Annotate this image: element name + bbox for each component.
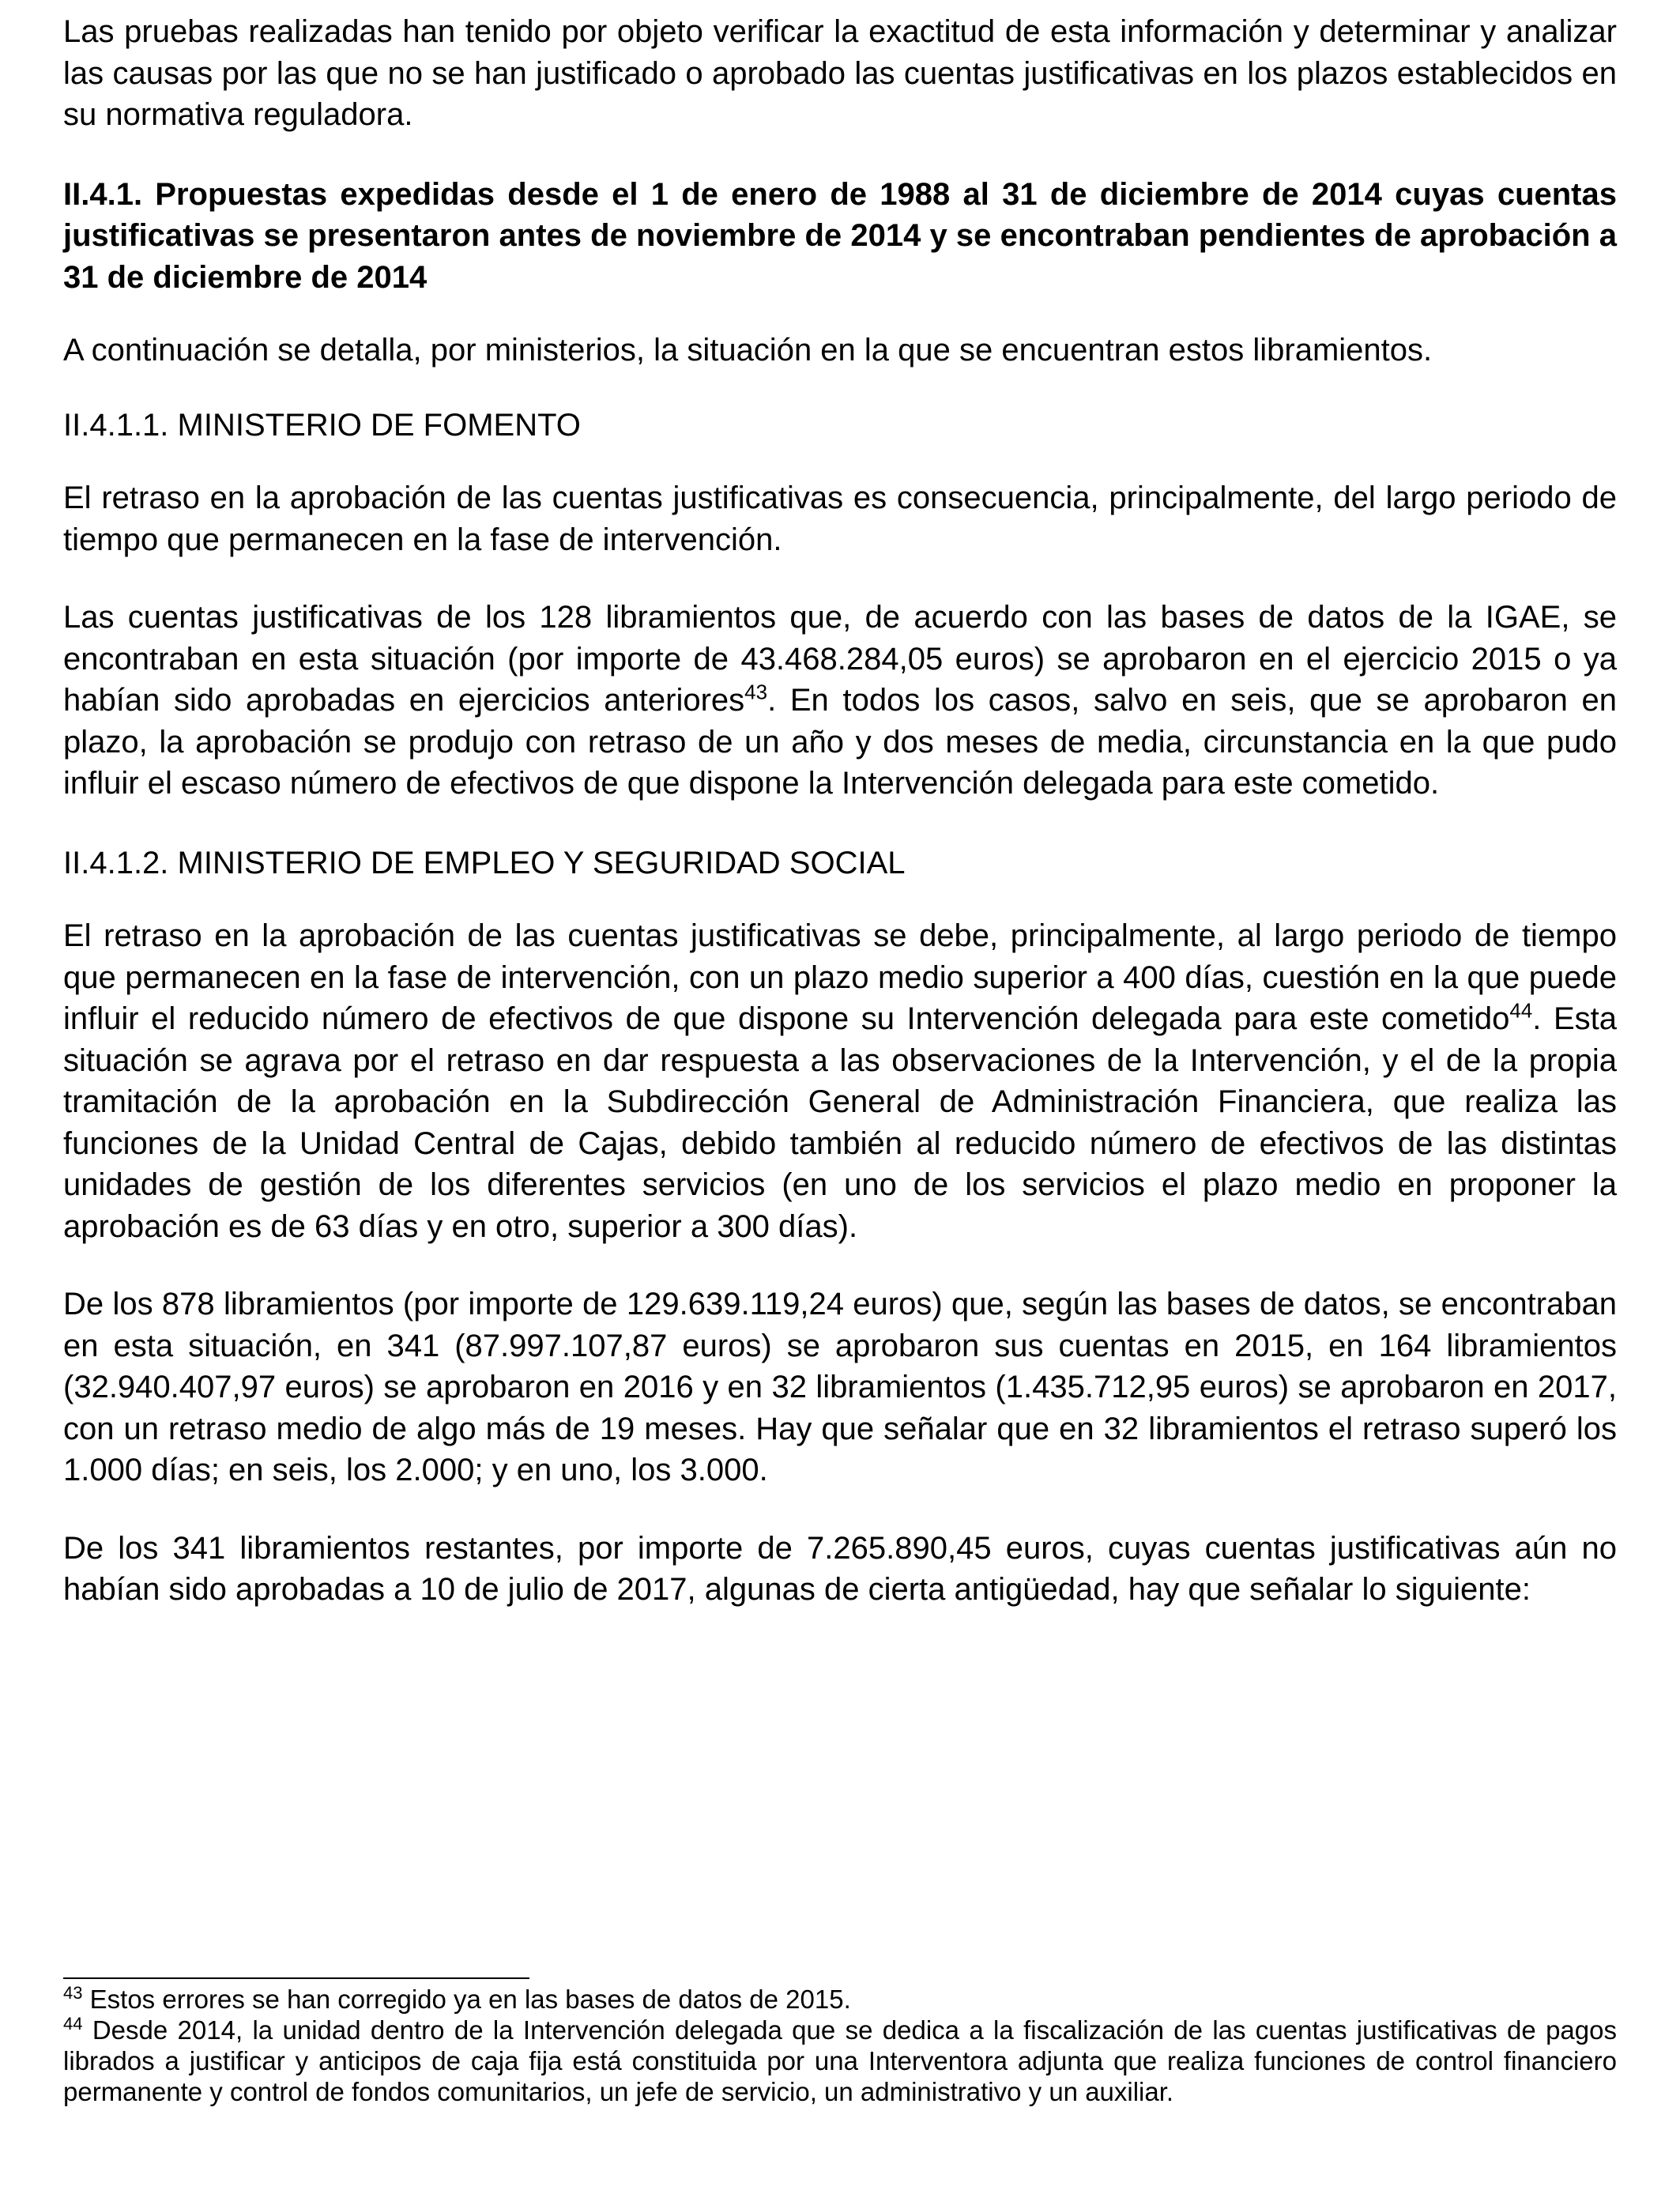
footnote-text: Estos errores se han corregido ya en las bases de datos de 2015. — [82, 1985, 851, 2014]
paragraph-empleo-figures: De los 878 libramientos (por importe de 129.639.119,24 euros) que, según las bases de datos, se encontraban en esta situación, en 341 (87.997.107,87 euros) se aprobaron sus cuentas en 2015, en 164 libramientos (32.940.407,97 euros) se aprobaron en 2016 y en 32 libramientos (1.435.712,95 euros) se aprobaron en 2017, con un retraso medio de algo más de 19 meses. Hay que señalar que en 32 libramientos el retraso superó los 1.000 días; en seis, los 2.000; y en uno, los 3.000. — [63, 1287, 1617, 1487]
footnote-number: 44 — [63, 2014, 83, 2034]
paragraph-remaining-libramientos: De los 341 libramientos restantes, por importe de 7.265.890,45 euros, cuyas cuentas justificativas aún no habían sido aprobadas a 10 de julio de 2017, algunas de cierta antigüedad, hay que señalar lo siguiente: — [63, 1530, 1617, 1607]
footnotes-section — [63, 1977, 1617, 2107]
paragraph-ministries-intro: A continuación se detalla, por ministerios, la situación en la que se encuentran estos libramientos. — [63, 333, 1433, 368]
paragraph-fomento-detail-text-b: . En todos los casos, salvo en seis, que se aprobaron en plazo, la aprobación se produjo con retraso de un año y dos meses de media, circunstancia en la que pudo influir el escaso número de efectivos de que dispone la Intervención delegada para este cometido. — [63, 683, 1617, 801]
paragraph-empleo-delay-text-a: El retraso en la aprobación de las cuentas justificativas se debe, principalmente, al largo periodo de tiempo que permanecen en la fase de intervención, con un plazo medio superior a 400 días, cuestión en la que puede influir el reducido número de efectivos de que dispone su Intervención delegada para este cometido — [63, 918, 1617, 1036]
paragraph-fomento-detail-text-a: Las cuentas justificativas de los 128 libramientos que, de acuerdo con las bases de datos de la IGAE, se encontraban en esta situación (por importe de 43.468.284,05 euros) se aprobaron en el ejercicio 2015 o ya habían sido aprobadas en ejercicios anteriores — [63, 600, 1617, 718]
paragraph-fomento-delay: El retraso en la aprobación de las cuentas justificativas es consecuencia, principalmente, del largo periodo de tiempo que permanecen en la fase de intervención. — [63, 481, 1617, 557]
paragraph-fomento-detail — [63, 597, 1617, 805]
footnote-number: 43 — [63, 1983, 83, 2003]
section-heading-ii-4-1: II.4.1. Propuestas expedidas desde el 1 de enero de 1988 al 31 de diciembre de 2014 cuyas cuentas justificativas se presentaron antes de noviembre de 2014 y se encontraban pendientes de aprobación a 31 de diciembre de 2014 — [63, 176, 1617, 295]
footnote-ref-43[interactable]: 43 — [744, 680, 768, 704]
footnote-text: Desde 2014, la unidad dentro de la Intervención delegada que se dedica a la fiscalización de las cuentas justificativas de pagos librados a justificar y anticipos de caja fija está constituida por una Interventora adjunta que realiza funciones de control financiero permanente y control de fondos comunitarios, un jefe de servicio, un administrativo y un auxiliar. — [63, 2015, 1617, 2106]
paragraph-empleo-delay — [63, 915, 1617, 1247]
footnote-43 — [63, 1984, 1617, 2015]
paragraph-intro: Las pruebas realizadas han tenido por objeto verificar la exactitud de esta información y determinar y analizar las causas por las que no se han justificado o aprobado las cuentas justificativas en los plazos establecidos en su normativa reguladora. — [63, 14, 1617, 132]
subsection-heading-empleo: II.4.1.2. MINISTERIO DE EMPLEO Y SEGURIDAD SOCIAL — [63, 845, 906, 880]
footnote-44 — [63, 2015, 1617, 2107]
subsection-heading-fomento: II.4.1.1. MINISTERIO DE FOMENTO — [63, 407, 581, 443]
paragraph-empleo-delay-text-b: . Esta situación se agrava por el retraso en dar respuesta a las observaciones de la Intervención, y el de la propia tramitación de la aprobación en la Subdirección General de Administración Financiera, que realiza las funciones de la Unidad Central de Cajas, debido también al reducido número de efectivos de las distintas unidades de gestión de los diferentes servicios (en uno de los servicios el plazo medio en proponer la aprobación es de 63 días y en otro, superior a 300 días). — [63, 1001, 1617, 1244]
document-page — [63, 11, 1617, 1611]
footnote-ref-44[interactable]: 44 — [1509, 998, 1533, 1023]
footnote-divider — [63, 1977, 529, 1979]
